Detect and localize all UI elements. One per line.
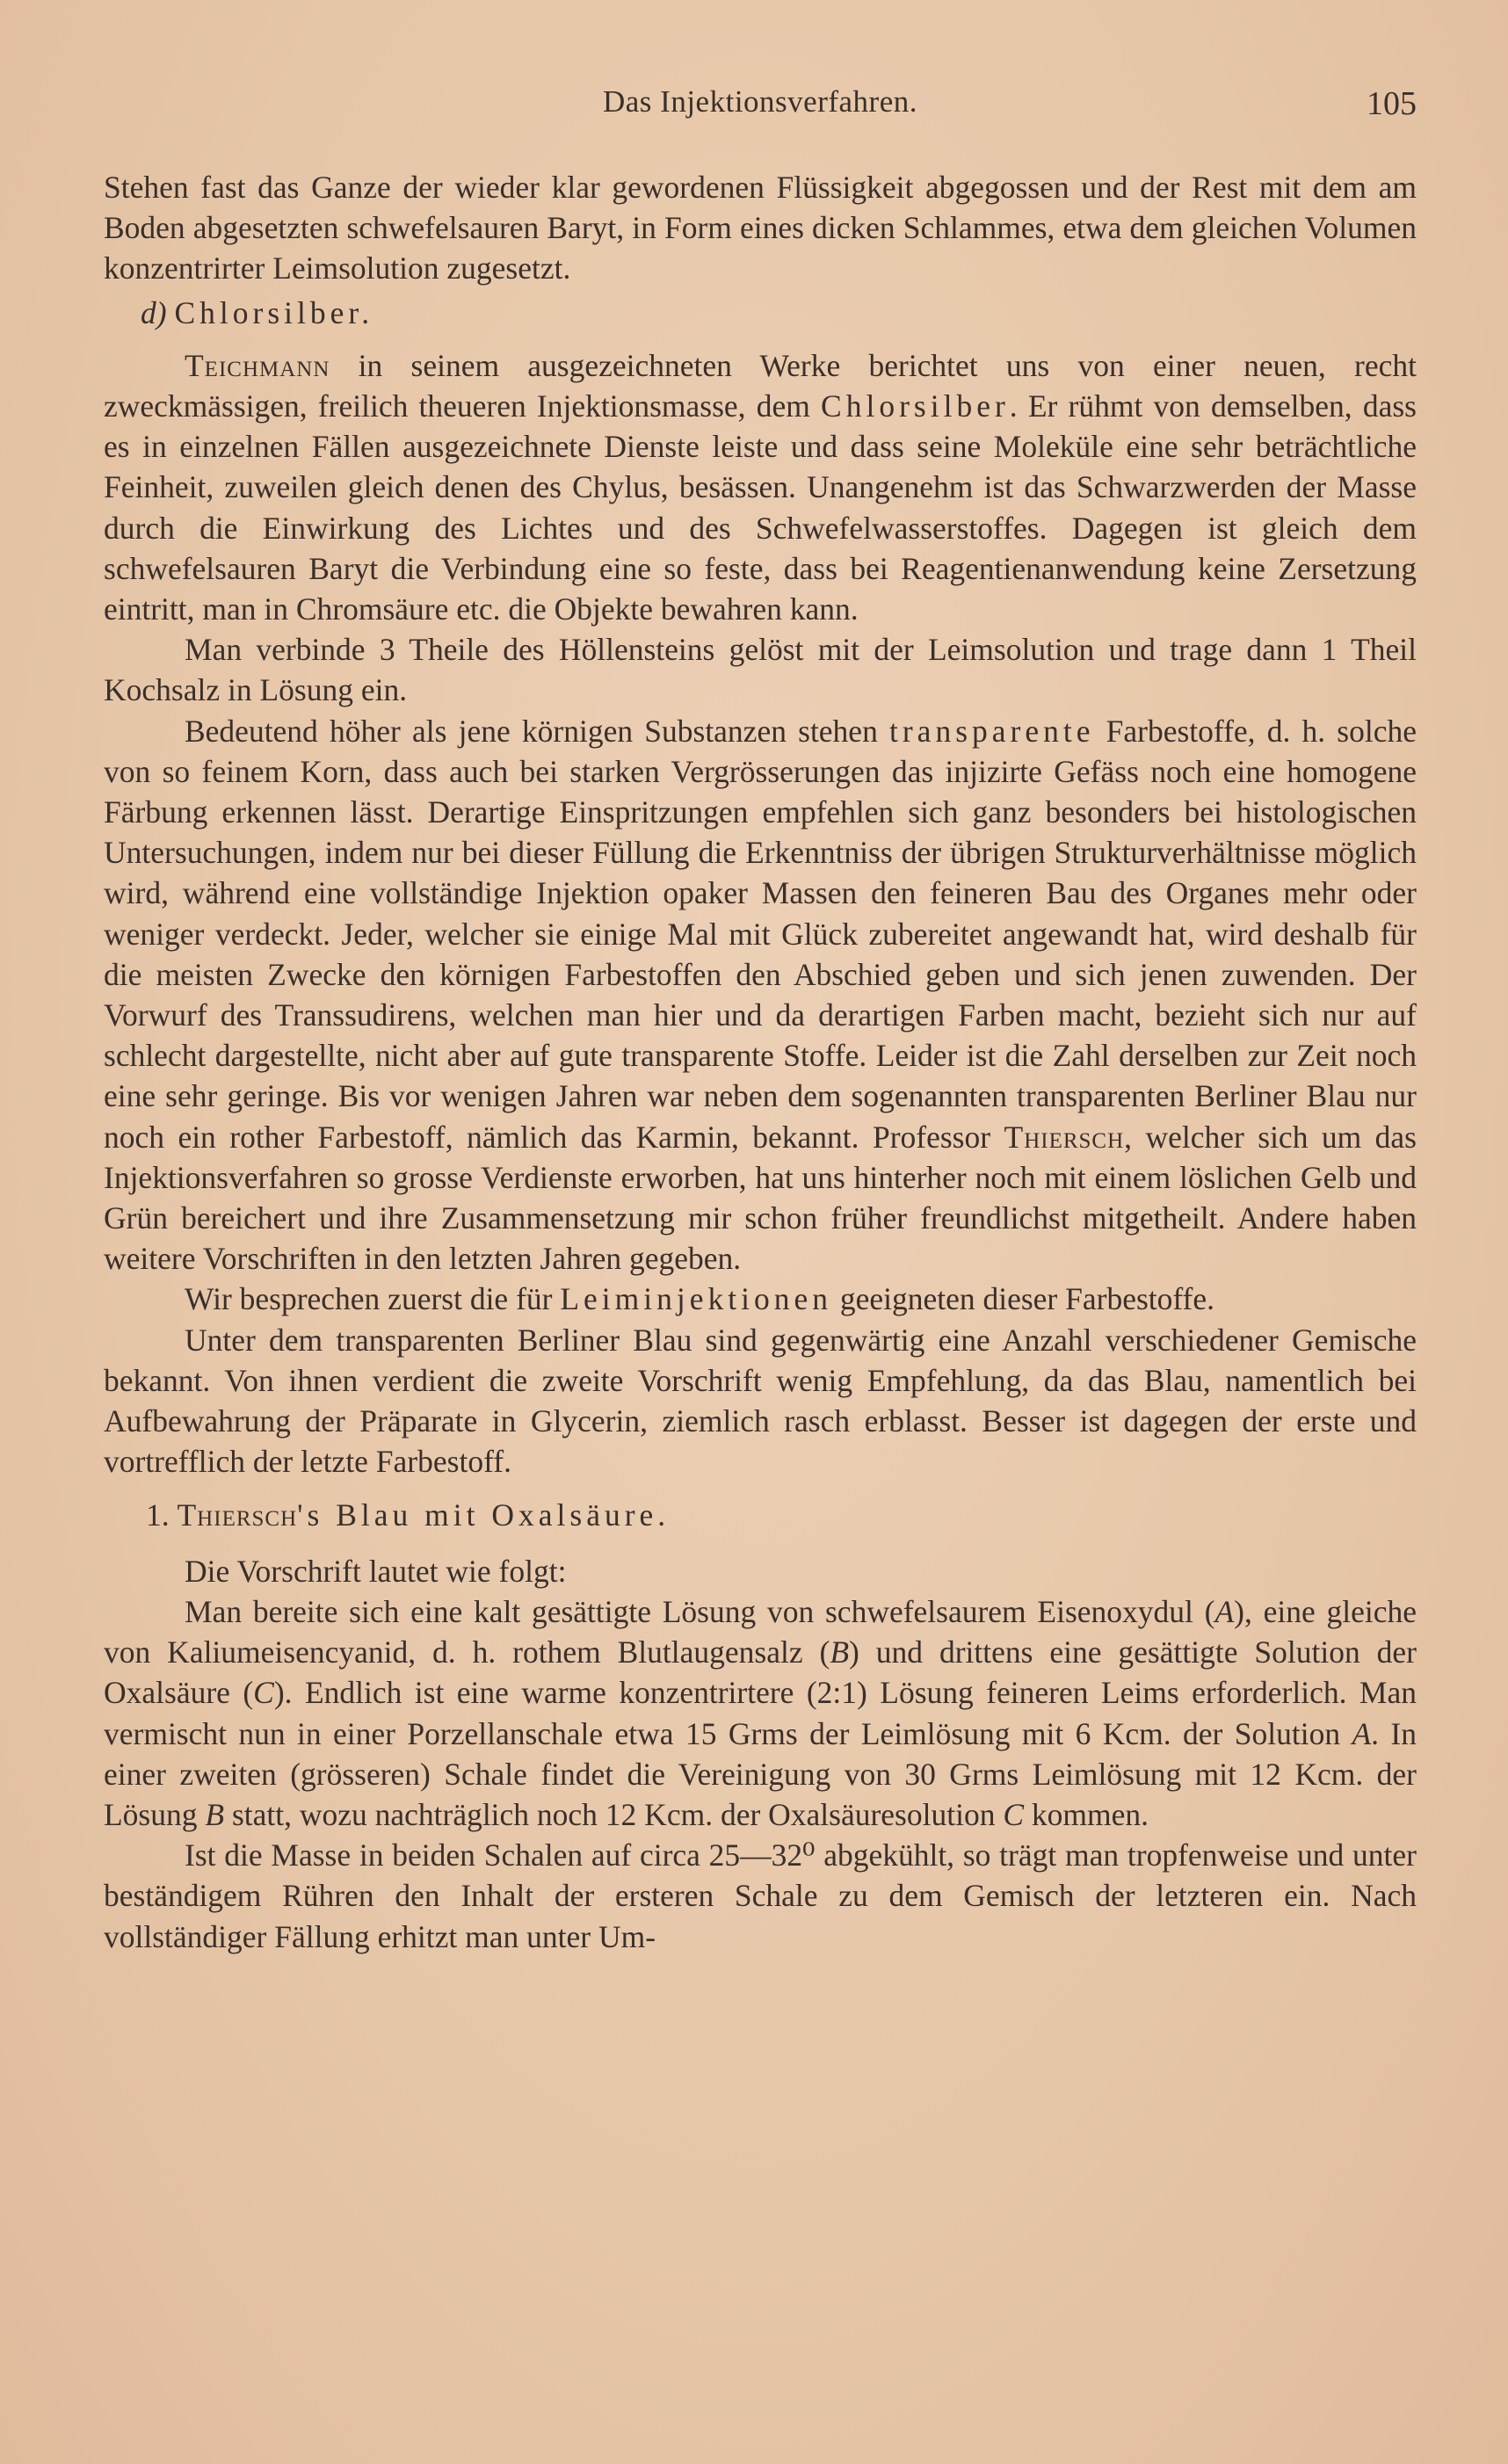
- paragraph-text: geeigneten dieser Farbestoffe.: [831, 1281, 1215, 1317]
- paragraph-text: ) und drittens eine gesättigte Solution der Oxalsäure (: [104, 1634, 1417, 1711]
- author-name: Teichmann: [185, 347, 330, 383]
- paragraph-text: Farbestoffe, d. h. solche von so feinem Korn, dass auch bei starken Vergrösserungen das injizirte Gefäss noch eine homogene Färbung erkennen lässt. Derartige Einspritzungen empfehlen sich ganz besonders bei histologischen Untersuchungen, indem nur bei dieser Füllung die Erkenntniss der übrigen Strukturverhältnisse möglich wird, während eine vollständige Injektion opaker Massen den feineren Bau des Organes mehr oder weniger verdeckt. Jeder, welcher sie einige Mal mit Glück zubereitet angewandt hat, wird deshalb für die meisten Zwecke den körnigen Farbestoffen den Abschied geben und sich jenen zuwenden. Der Vorwurf des Transsudirens, welchen man hier und da derartigen Farben macht, bezieht sich nur auf schlecht dargestellte, nicht aber auf gute transparente Stoffe. Leider ist die Zahl derselben zur Zeit noch eine sehr geringe. Bis vor wenigen Jahren war neben dem sogenannten transparenten Berliner Blau nur noch ein rother Farbestoff, nämlich das Karmin, bekannt. Professor: [104, 713, 1417, 1155]
- solution-label: B: [830, 1634, 850, 1670]
- author-name: Thiersch: [1004, 1119, 1125, 1155]
- solution-label: C: [253, 1675, 274, 1711]
- section-heading-1: [104, 1495, 1417, 1535]
- paragraph-transparent-dyes: [104, 711, 1417, 1279]
- paragraph-text: kommen.: [1024, 1796, 1149, 1832]
- page-body: [104, 167, 1417, 1957]
- solution-label: C: [1003, 1796, 1025, 1832]
- paragraph-recipe-chlorsilber: Man verbinde 3 Theile des Höllensteins gelöst mit der Leimsolution und trage dann 1 Theil Kochsalz in Lösung ein.: [104, 632, 1417, 708]
- page-header: [104, 84, 1417, 128]
- paragraph-intro: Die Vorschrift lautet wie folgt:: [185, 1553, 567, 1589]
- paragraph-text: Wir besprechen zuerst die für: [185, 1281, 561, 1317]
- paragraph-text: Man bereite sich eine kalt gesättigte Lösung von schwefelsaurem Eisenoxydul (: [185, 1593, 1215, 1629]
- solution-label: A: [1214, 1593, 1235, 1629]
- section-title: Chlorsilber.: [174, 294, 374, 330]
- emphasis-text: Leiminjektionen: [560, 1281, 832, 1317]
- page-number: 105: [1367, 85, 1417, 122]
- emphasis-text: Chlorsilber: [821, 388, 1010, 424]
- paragraph-text: Bedeutend höher als jene körnigen Substanzen stehen: [185, 713, 889, 749]
- paragraph-text: ), eine gleiche von Kaliumeisencyanid, d. h. rothem Blutlaugensalz (: [104, 1593, 1417, 1670]
- paragraph-text: , welcher sich um das Injektionsverfahren so grosse Verdienste erworben, hat uns hinterher noch mit einem löslichen Gelb und Grün bereichert und ihre Zusammensetzung mir schon früher freundlichst mitgetheilt. Andere haben weitere Vorschriften in den letzten Jahren gegeben.: [104, 1119, 1417, 1277]
- paragraph-text: ). Endlich ist eine warme konzentrirtere (2:1) Lösung feineren Leims erforderlich. Man vermischt nun in einer Porzellanschale etwa 15 Grms der Leimlösung mit 6 Kcm. der Solution: [104, 1675, 1417, 1751]
- paragraph-text: . In einer zweiten (grösseren) Schale findet die Vereinigung von 30 Grms Leimlösung mit 12 Kcm. der Lösung: [104, 1715, 1417, 1832]
- section-letter: d): [141, 294, 167, 330]
- paragraph-leiminjektionen: [104, 1279, 1417, 1319]
- paragraph-text: . Er rühmt von demselben, dass es in einzelnen Fällen ausgezeichnete Dienste leiste und dass seine Moleküle eine sehr beträchtliche Feinheit, zuweilen gleich denen des Chylus, besässen. Unangenehm ist das Schwarzwerden der Masse durch die Einwirkung des Lichtes und des Schwefelwasserstoffes. Dagegen ist gleich dem schwefelsauren Baryt die Verbindung eine so feste, dass bei Reagentienanwendung keine Zersetzung eintritt, man in Chromsäure etc. die Objekte bewahren kann.: [104, 388, 1417, 627]
- paragraph-text: in seinem ausgezeichneten Werke berichtet uns von einer neuen, recht zweckmässigen, freilich theueren Injektionsmasse, dem: [104, 347, 1417, 424]
- section-title: 's Blau mit Oxalsäure.: [297, 1497, 671, 1533]
- paragraph-text: statt, wozu nachträglich noch 12 Kcm. der Oxalsäuresolution: [224, 1796, 1004, 1832]
- paragraph-continuation: Stehen fast das Ganze der wieder klar gewordenen Flüssigkeit abgegossen und der Rest mit dem am Boden abgesetzten schwefelsauren Baryt, in Form eines dicken Schlammes, etwa dem gleichen Volumen konzentrirter Leimsolution zugesetzt.: [104, 170, 1417, 286]
- emphasis-text: transparente: [889, 713, 1095, 749]
- running-head: Das Injektionsverfahren.: [603, 84, 917, 119]
- solution-label: B: [205, 1796, 225, 1832]
- paragraph-procedure: [104, 1591, 1417, 1835]
- section-number: 1.: [146, 1497, 170, 1533]
- author-name: Thiersch: [177, 1497, 298, 1533]
- paragraph-teichmann: [104, 345, 1417, 629]
- solution-label: A: [1352, 1715, 1372, 1751]
- paragraph-mixing: Ist die Masse in beiden Schalen auf circa 25—32⁰ abgekühlt, so trägt man tropfenweise und unter beständigem Rühren den Inhalt der ersteren Schale zu dem Gemisch der letzteren ein. Nach vollständiger Fällung erhitzt man unter Um-: [104, 1837, 1417, 1954]
- paragraph-berliner-blau: Unter dem transparenten Berliner Blau sind gegenwärtig eine Anzahl verschiedener Gemische bekannt. Von ihnen verdient die zweite Vorschrift wenig Empfehlung, da das Blau, namentlich bei Aufbewahrung der Präparate in Glycerin, ziemlich rasch erblasst. Besser ist dagegen der erste und vortrefflich der letzte Farbestoff.: [104, 1322, 1417, 1480]
- section-heading-d: [104, 293, 1417, 333]
